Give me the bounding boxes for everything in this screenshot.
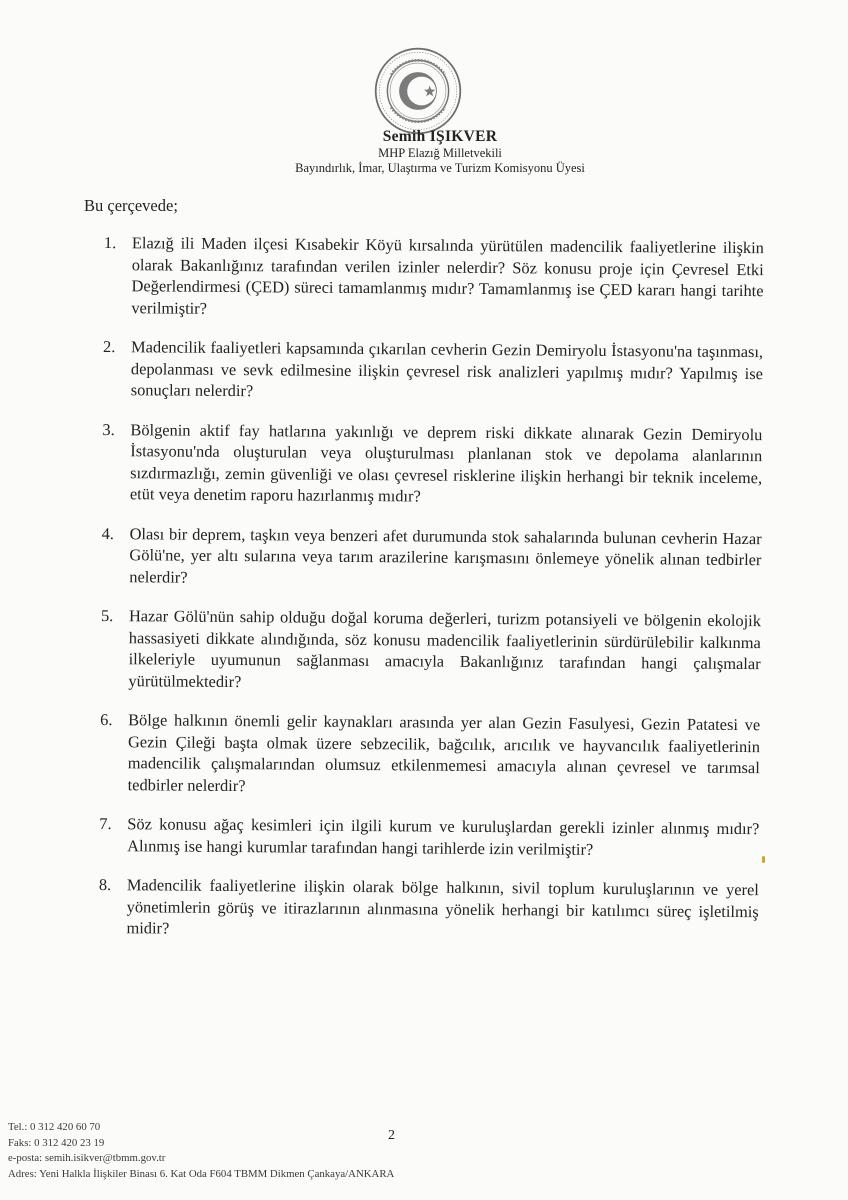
question-item xyxy=(103,336,763,406)
mp-name: Semih IŞIKVER xyxy=(382,128,498,145)
question-number: 8. xyxy=(98,874,112,895)
question-number: 7. xyxy=(99,813,112,834)
footer-fax: Faks: 0 312 420 23 19 xyxy=(8,1136,105,1149)
footer-email: e-posta: semih.isikver@tbmm.gov.tr xyxy=(8,1152,166,1164)
question-number: 1. xyxy=(103,232,117,253)
question-text: Hazar Gölü'nün sahip olduğu doğal koruma değerleri, turizm potansiyeli ve bölgenin ekolojik hassasiyeti dikkate alındığında, söz konusu madencilik faaliyetlerinin sürdürülebilir kalkınma ilkeleriyle uyumunun sağlanması amacıyla Bakanlığınız tarafından hangi çalışmalar yürütülmektedir? xyxy=(128,606,762,691)
question-item xyxy=(100,605,761,696)
question-number: 5. xyxy=(100,605,114,626)
question-text: Madencilik faaliyetleri kapsamında çıkarılan cevherin Gezin Demiryolu İstasyonu'na taşınması, depolanması ve sevk edilmesine ilişkin çevresel risk analizleri yapılmış mıdır? Yapılmış ise sonuçları nelerdir? xyxy=(130,337,764,401)
page-number: 2 xyxy=(388,1128,395,1143)
question-text: Madencilik faaliyetlerine ilişkin olarak bölge halkının, sivil toplum kuruluşlarının ve yerel yönetimlerin görüş ve itirazlarının alınmasına yönelik herhangi bir katılımcı süreç işletilmiş midir? xyxy=(126,875,759,938)
footer-phone: Tel.: 0 312 420 60 70 xyxy=(8,1121,101,1133)
question-number: 4. xyxy=(101,523,115,543)
ink-mark xyxy=(762,856,765,863)
mp-committee: Bayındırlık, İmar, Ulaştırma ve Turizm Komisyonu Üyesi xyxy=(295,161,585,175)
question-text: Söz konusu ağaç kesimleri için ilgili kurum ve kuruluşlardan gerekli izinler alınmış mıdır? Alınmış ise hangi kurumlar tarafından hangi tarihlerde izin verilmiştir? xyxy=(127,814,760,859)
question-text: Bölgenin aktif fay hatlarına yakınlığı ve deprem riski dikkate alınarak Gezin Demiryolu İstasyonu'nda oluşturulan veya oluşturulması planlanan stok ve depolama alanlarının sızdırmazlığı, zemin güvenliği ve olası çevresel risklerine ilişkin herhangi bir teknik inceleme, etüt veya denetim raporu hazırlanmış mıdır? xyxy=(129,419,763,506)
footer-address: Adres: Yeni Halkla İlişkiler Binası 6. Kat Oda F604 TBMM Dikmen Çankaya/ANKARA xyxy=(8,1167,395,1180)
question-text: Olası bir deprem, taşkın veya benzeri afet durumunda stok sahalarında bulunan cevherin Hazar Gölü'ne, yer altı sularına veya tarım arazilerine karışmasını önlemeye yönelik alınan tedbirler nelerdir? xyxy=(129,523,762,587)
question-item xyxy=(102,418,763,509)
question-item xyxy=(101,522,761,592)
question-item xyxy=(98,874,758,944)
question-item xyxy=(103,232,764,323)
question-list xyxy=(98,232,764,962)
question-number: 6. xyxy=(100,709,113,730)
question-number: 3. xyxy=(102,419,115,439)
question-text: Elazığ ili Maden ilçesi Kısabekir Köyü kırsalında yürütülen madencilik faaliyetlerine ilişkin olarak Bakanlığınız tarafından verilen izinler nelerdir? Söz konusu proje için Çevresel Etki Değerlendirmesi (ÇED) süreci tamamlanmış mıdır? Tamamlanmış ise ÇED kararı hangi tarihte verilmiştir? xyxy=(131,233,764,318)
question-item xyxy=(99,813,759,861)
mp-role: MHP Elazığ Milletvekili xyxy=(378,146,502,160)
question-item xyxy=(100,709,761,800)
footer-contact xyxy=(8,1120,394,1182)
question-number: 2. xyxy=(103,336,116,357)
question-text: Bölge halkının önemli gelir kaynakları arasında yer alan Gezin Fasulyesi, Gezin Patatesi ve Gezin Çileği başta olmak üzere sebzecilik, bağcılık, arıcılık ve hayvancılık faaliyetlerinin madencilik çalışmalarından olumsuz etkilenmemesi amacıyla alınan çevresel ve tarımsal tedbirler nelerdir? xyxy=(127,710,761,795)
letterhead xyxy=(250,128,630,176)
intro-text: Bu çerçevede; xyxy=(84,196,178,215)
tbmm-seal-icon xyxy=(373,46,463,136)
